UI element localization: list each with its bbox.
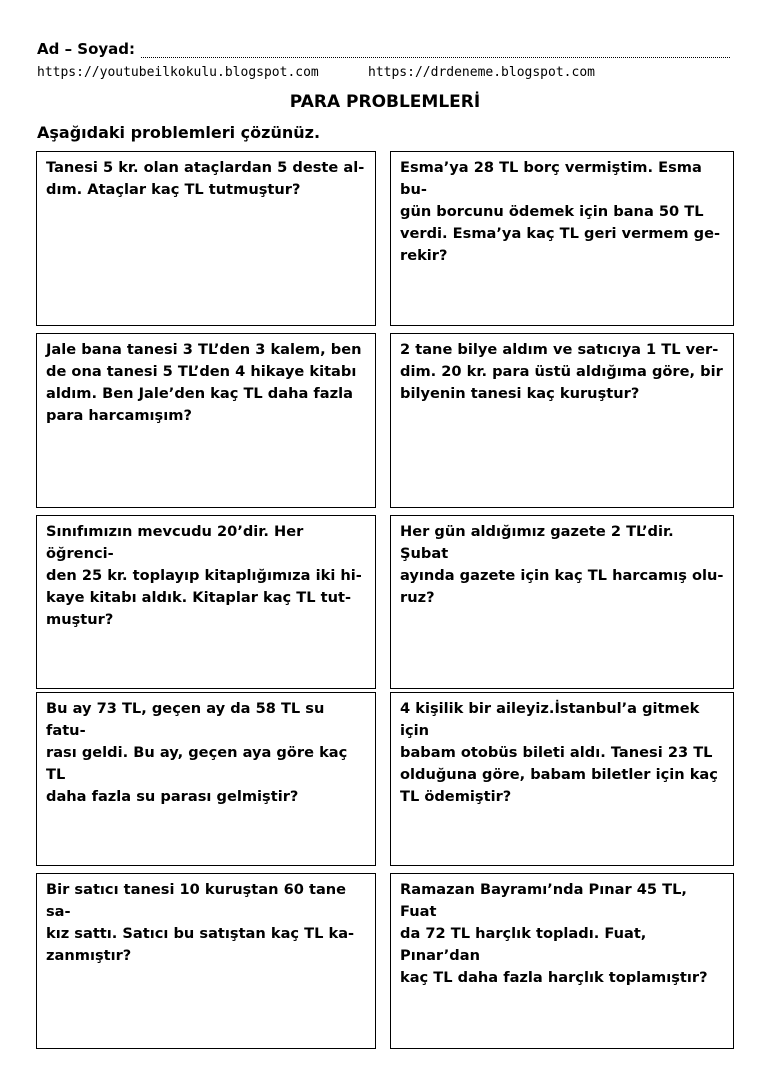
problem-box-4[interactable] (390, 333, 734, 508)
name-surname-line[interactable] (141, 43, 730, 58)
problem-text-3: Jale bana tanesi 3 TL’den 3 kalem, ben de ona tanesi 5 TL’den 4 hikaye kitabı aldım. Ben Jale’den kaç TL daha fazla para harcamışım? (46, 341, 362, 424)
problem-box-7[interactable] (36, 692, 376, 866)
problem-text-8: 4 kişilik bir aileyiz.İstanbul’a gitmek için babam otobüs bileti aldı. Tanesi 23 TL olduğuna göre, babam biletler için kaç TL ödemiştir? (400, 700, 718, 805)
problem-text-1: Tanesi 5 kr. olan ataçlardan 5 deste al- dım. Ataçlar kaç TL tutmuştur? (46, 159, 365, 198)
blog-url-left: https://youtubeilkokulu.blogspot.com (37, 65, 319, 80)
problem-text-6: Her gün aldığımız gazete 2 TL’dir. Şubat ayında gazete için kaç TL harcamış olu- ruz? (400, 523, 724, 606)
problem-text-4: 2 tane bilye aldım ve satıcıya 1 TL ver- dim. 20 kr. para üstü aldığıma göre, bir bilyenin tanesi kaç kuruştur? (400, 341, 723, 402)
instruction-text: Aşağıdaki problemleri çözünüz. (37, 123, 321, 142)
name-surname-label: Ad – Soyad: (37, 40, 136, 58)
problem-box-2[interactable] (390, 151, 734, 326)
blog-url-right: https://drdeneme.blogspot.com (368, 65, 595, 80)
problem-text-5: Sınıfımızın mevcudu 20’dir. Her öğrenci- den 25 kr. toplayıp kitaplığımıza iki hi- kaye kitabı aldık. Kitaplar kaç TL tut- muştur? (46, 523, 362, 628)
problem-text-10: Ramazan Bayramı’nda Pınar 45 TL, Fuat da 72 TL harçlık topladı. Fuat, Pınar’dan kaç TL daha fazla harçlık toplamıştır? (400, 881, 708, 986)
problem-box-10[interactable] (390, 873, 734, 1049)
problem-box-5[interactable] (36, 515, 376, 689)
problem-box-9[interactable] (36, 873, 376, 1049)
name-surname-row (37, 38, 730, 58)
problem-box-8[interactable] (390, 692, 734, 866)
problem-text-9: Bir satıcı tanesi 10 kuruştan 60 tane sa- kız sattı. Satıcı bu satıştan kaç TL ka- zanmıştır? (46, 881, 355, 964)
problem-box-6[interactable] (390, 515, 734, 689)
problem-box-3[interactable] (36, 333, 376, 508)
problem-text-7: Bu ay 73 TL, geçen ay da 58 TL su fatu- rası geldi. Bu ay, geçen aya göre kaç TL daha fazla su parası gelmiştir? (46, 700, 348, 805)
page-title: PARA PROBLEMLERİ (289, 92, 481, 112)
problem-text-2: Esma’ya 28 TL borç vermiştim. Esma bu- gün borcunu ödemek için bana 50 TL verdi. Esma’ya kaç TL geri vermem ge- rekir? (400, 159, 721, 264)
problem-box-1[interactable] (36, 151, 376, 326)
